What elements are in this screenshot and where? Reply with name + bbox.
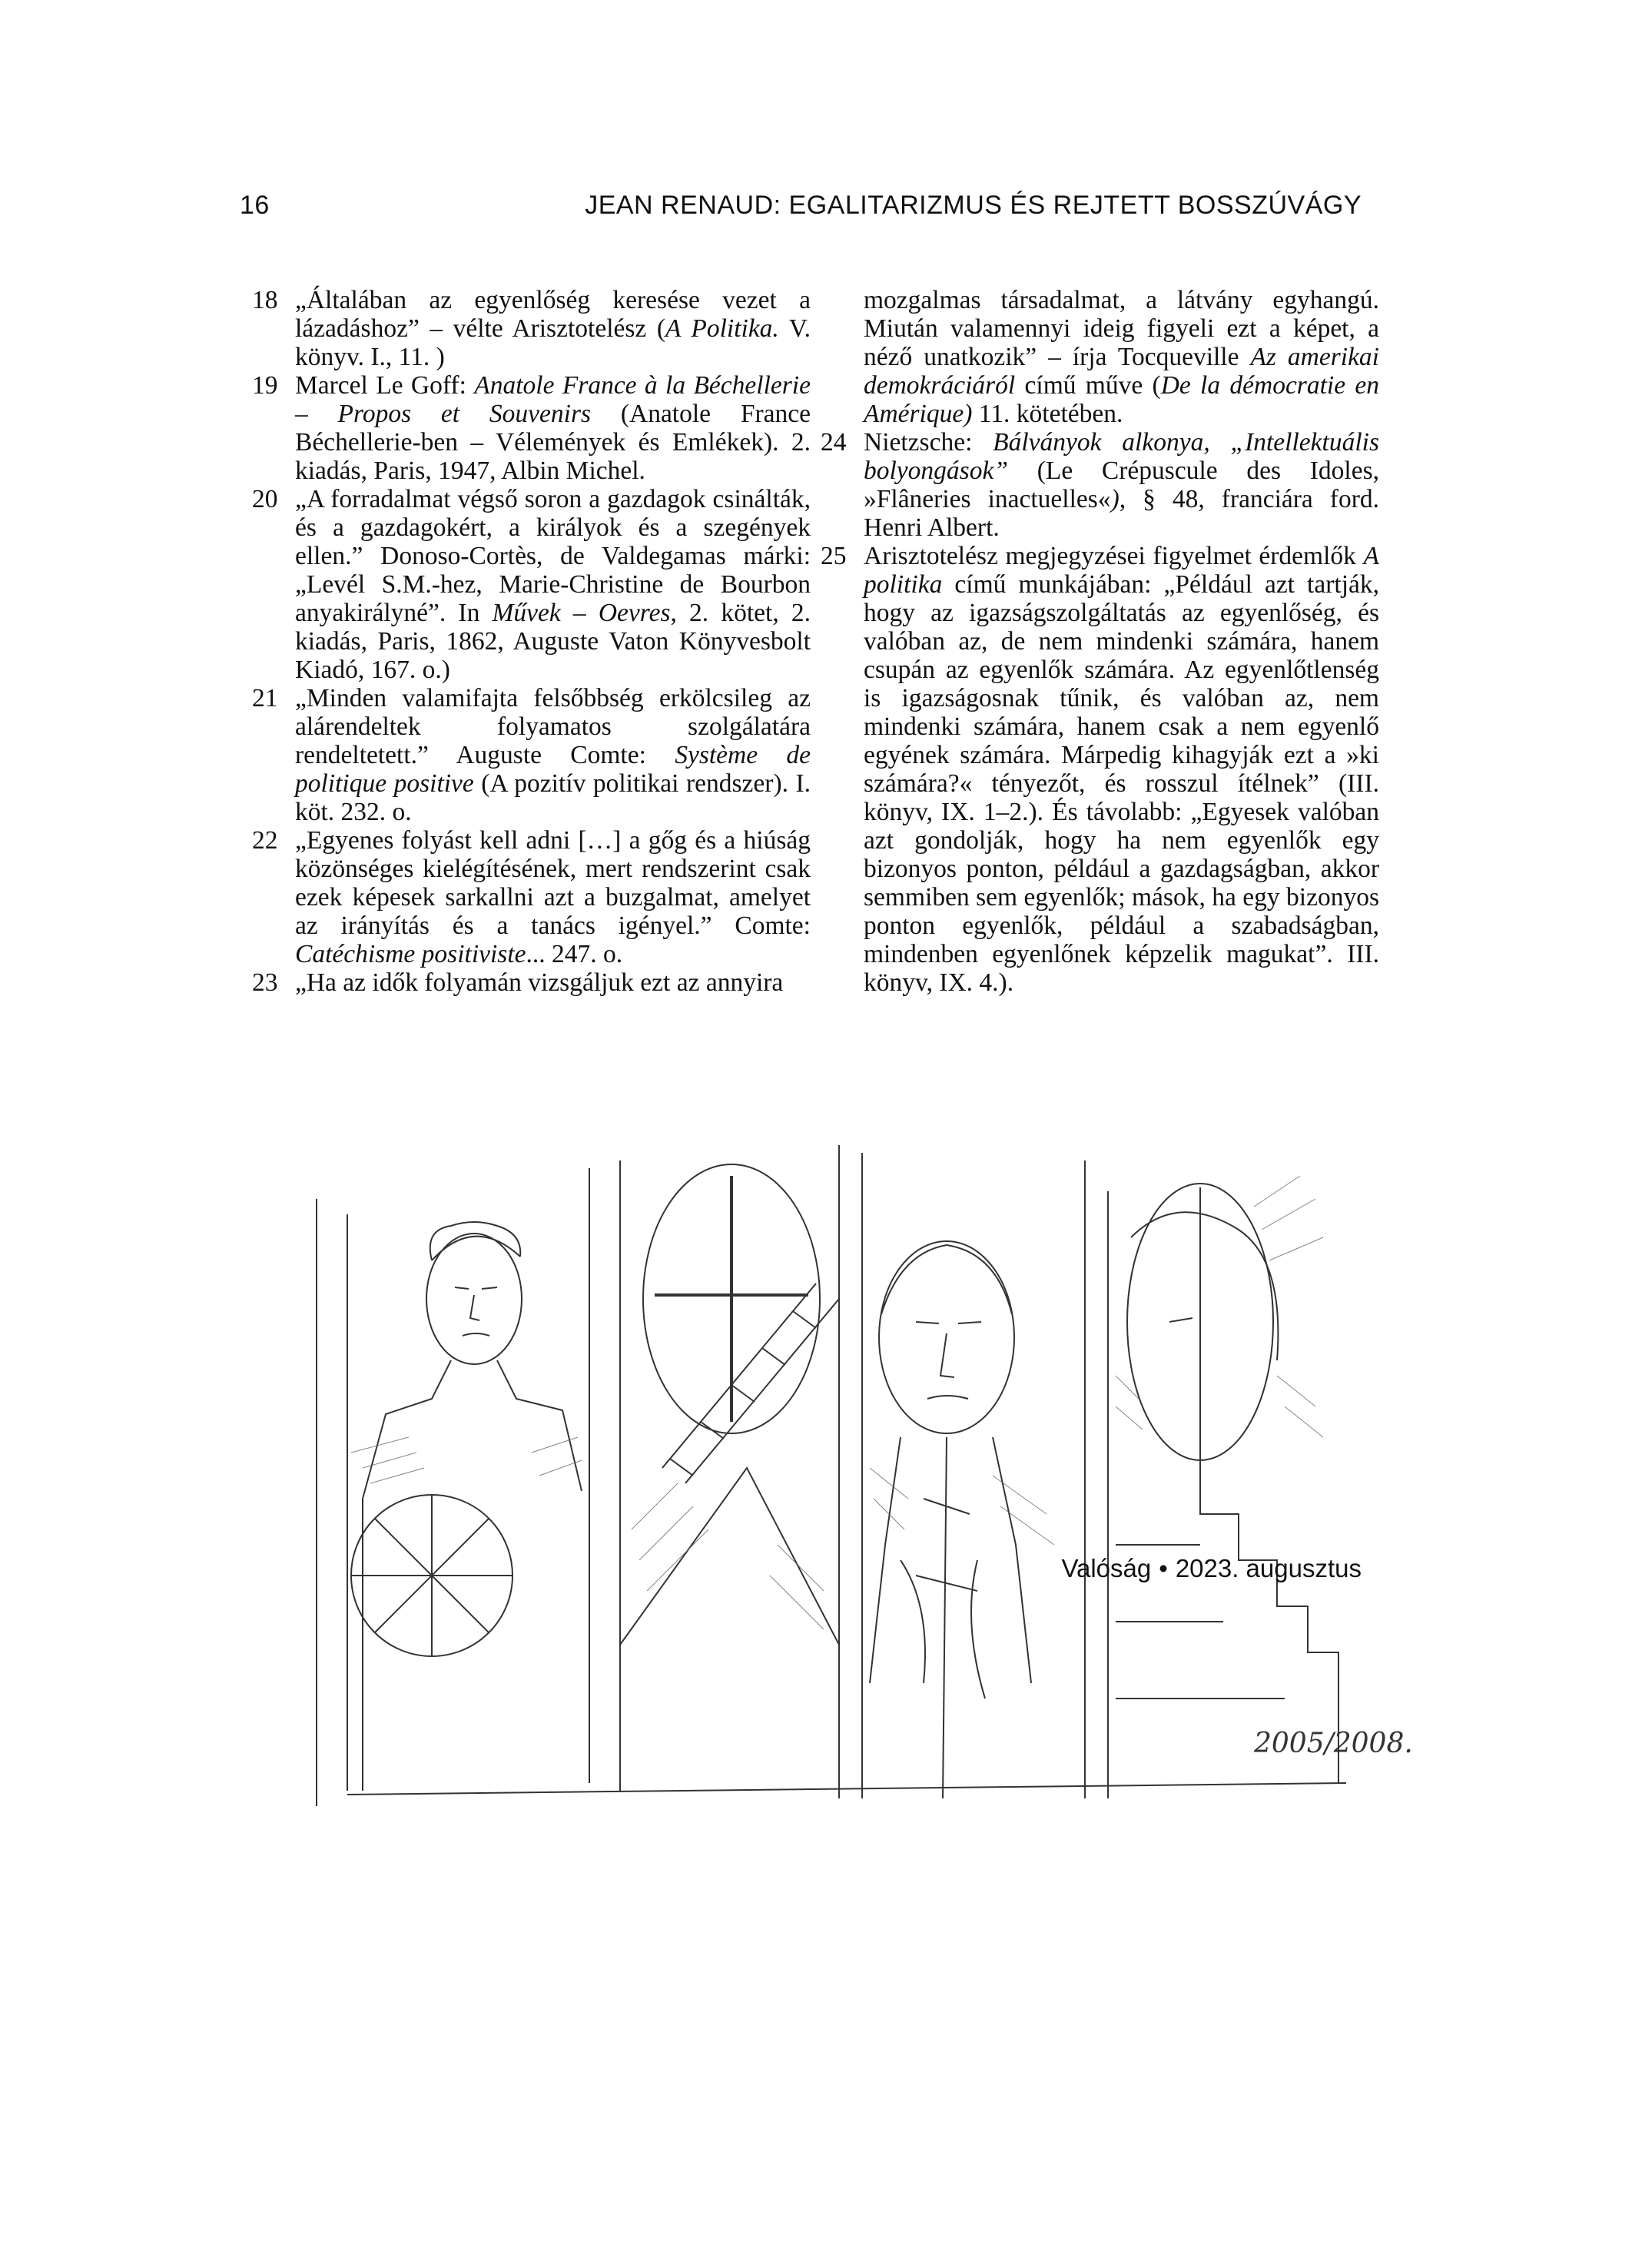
page-number: 16: [240, 191, 270, 220]
footnote-24: [822, 428, 1379, 542]
running-title: JEAN RENAUD: EGALITARIZMUS ÉS REJTETT BOSSZÚVÁGY: [585, 191, 1362, 220]
footnote-19: [254, 371, 811, 485]
footnote-number: 24: [821, 428, 847, 457]
footnote-23: [254, 968, 811, 997]
footnote-23-continuation: mozgalmas társadalmat, a látvány egyhangú. Miután valamennyi ideig figyeli ezt a képet, a néző unatkozik” – írja Tocqueville Az amerikai demokráciáról című műve (De la démocratie en Amérique) 11. kötetében.: [864, 286, 1379, 428]
footnote-number: 25: [821, 542, 847, 570]
footnote-number: 20: [252, 485, 278, 513]
footnote-text: Marcel Le Goff: Anatole France à la Béchellerie – Propos et Souvenirs (Anatole France Béchellerie-ben – Vélemények és Emlékek). 2. kiadás, Paris, 1947, Albin Michel.: [295, 371, 811, 485]
footnote-number: 18: [252, 286, 278, 314]
illustration: [317, 1145, 1413, 1821]
footer-bullet: •: [1159, 1554, 1168, 1582]
footnote-text: „A forradalmat végső soron a gazdagok csinálták, és a gazdagokért, a királyok és a szegények ellen.” Donoso-Cortès, de Valdegamas márki: „Levél S.M.-hez, Marie-Christine de Bourbon anyakirályné”. In Művek – Oevres, 2. kötet, 2. kiadás, Paris, 1862, Auguste Vaton Könyvesbolt Kiadó, 167. o.): [295, 485, 811, 684]
footnote-number: 22: [252, 826, 278, 855]
footnote-text: Arisztotelész megjegyzései figyelmet érdemlők A politika című munkájában: „Például azt tartják, hogy az igazságszolgáltatás az egyenlőség, és valóban az, de nem mindenki számára, hanem csupán az egyenlők számára. Az egyenlőtlenség is igazságosnak tűnik, és valóban az, nem mindenki számára, hanem csak a nem egyenlő egyének számára. Márpedig kihagyják ezt a »ki számára?« tényezőt, és rosszul ítélnek” (III. könyv, IX. 1–2.). És távolabb: „Egyesek valóban azt gondolják, hogy ha nem egyenlők egy bizonyos ponton, például a gazdagságban, akkor semmiben sem egyenlők; mások, ha egy bizonyos ponton egyenlők, például a szabadságban, mindenben egyenlőnek képzelik magukat”. III. könyv, IX. 4.).: [864, 542, 1379, 997]
footnotes-left-column: [254, 286, 811, 997]
footnote-21: [254, 684, 811, 826]
footnote-number: 19: [252, 371, 278, 400]
ink-drawing: [317, 1145, 1413, 1821]
page-footer: [1061, 1554, 1362, 1583]
footnote-18: [254, 286, 811, 371]
footnote-25: [822, 542, 1379, 997]
footnote-text: „Ha az idők folyamán vizsgáljuk ezt az annyira: [295, 968, 784, 997]
footnote-text: Nietzsche: Bálványok alkonya, „Intellektuális bolyongások” (Le Crépuscule des Idoles, »Flâneries inactuelles«), § 48, franciára ford. Henri Albert.: [864, 428, 1379, 542]
footnote-text: „Egyenes folyást kell adni […] a gőg és a hiúság közönséges kielégítésének, mert rendszerint csak ezek képesek sarkallni azt a buzgalmat, amelyet az irányítás és a tanács igényel.” Comte: Catéchisme positiviste... 247. o.: [295, 826, 811, 968]
journal-name: Valóság: [1061, 1554, 1152, 1582]
footnote-number: 23: [252, 968, 278, 997]
footnote-20: [254, 485, 811, 684]
footnote-text: „Általában az egyenlőség keresése vezet a lázadáshoz” – vélte Arisztotelész (A Politika. V. könyv. I., 11. ): [295, 286, 811, 371]
footnote-text: „Minden valamifajta felsőbbség erkölcsileg az alárendeltek folyamatos szolgálatára rendeltetett.” Auguste Comte: Système de politique positive (A pozitív politikai rendszer). I. köt. 232. o.: [295, 684, 811, 826]
footnote-22: [254, 826, 811, 968]
footnotes-right-column: [822, 286, 1379, 997]
issue-date: 2023. augusztus: [1175, 1554, 1362, 1582]
signature-date: 2005/2008.: [1254, 1728, 1413, 1759]
page-header: [240, 191, 1362, 221]
footnote-number: 21: [252, 684, 278, 712]
